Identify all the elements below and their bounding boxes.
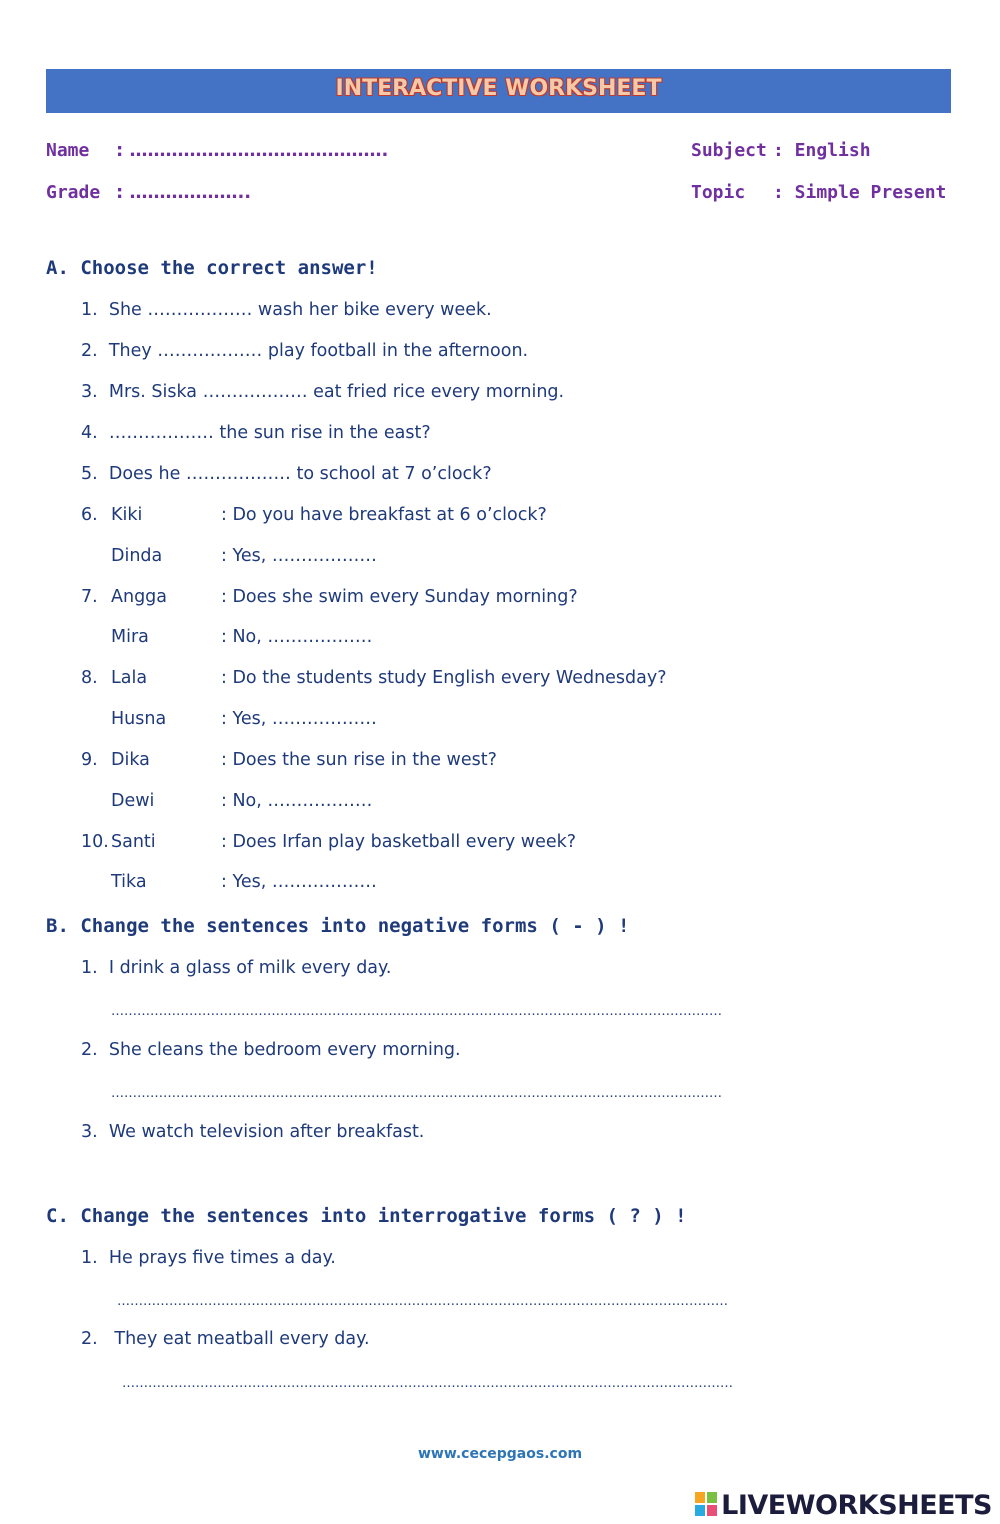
question-a3 bbox=[81, 382, 564, 402]
speaker-name: Santi bbox=[111, 832, 156, 852]
speaker-name: Angga bbox=[111, 587, 168, 607]
question-number: 1. bbox=[81, 1248, 98, 1268]
question-b1 bbox=[81, 958, 391, 978]
question-number: 3. bbox=[81, 1122, 98, 1142]
dialog-number: 9. bbox=[81, 750, 98, 770]
question-text: He prays five times a day. bbox=[108, 1248, 336, 1268]
section-a-title: A. Choose the correct answer! bbox=[46, 257, 378, 279]
responder-name: Mira bbox=[111, 627, 149, 647]
speaker-name: Dika bbox=[111, 750, 150, 770]
answer-line[interactable]: …………………………………………………………………………………………………………………………… bbox=[111, 1004, 722, 1019]
answer-line[interactable]: …………………………………………………………………………………………………………………………… bbox=[122, 1376, 733, 1391]
topic-label: Topic bbox=[691, 182, 746, 203]
dialog-number: 7. bbox=[81, 587, 98, 607]
footer-url[interactable]: www.cecepgaos.com bbox=[417, 1446, 583, 1462]
question-number: 2. bbox=[81, 1040, 98, 1060]
answer-line[interactable]: …………………………………………………………………………………………………………………………… bbox=[117, 1294, 728, 1309]
question-text: They eat meatball every day. bbox=[114, 1329, 370, 1349]
dialog-number: 6. bbox=[81, 505, 98, 525]
answer-blank[interactable]: : Yes, ……………… bbox=[221, 546, 377, 566]
section-c-title: C. Change the sentences into interrogative forms ( ? ) ! bbox=[46, 1205, 687, 1227]
speaker-line: : Does Irfan play basketball every week? bbox=[221, 832, 577, 852]
answer-blank[interactable]: : No, ……………… bbox=[221, 791, 373, 811]
question-a2 bbox=[81, 341, 528, 361]
question-number: 2. bbox=[81, 341, 98, 361]
responder-name: Dewi bbox=[111, 791, 155, 811]
question-number: 4. bbox=[81, 423, 98, 443]
question-text[interactable]: Mrs. Siska ……………… eat fried rice every morning. bbox=[108, 382, 565, 402]
subject-label: Subject bbox=[691, 140, 767, 161]
grade-field[interactable]: : ……………….. bbox=[116, 182, 252, 203]
topic-value: : Simple Present bbox=[773, 182, 947, 203]
question-c1 bbox=[81, 1248, 336, 1268]
speaker-line: : Does she swim every Sunday morning? bbox=[221, 587, 578, 607]
question-number: 3. bbox=[81, 382, 98, 402]
worksheet-banner bbox=[46, 69, 951, 113]
question-c2 bbox=[81, 1329, 370, 1349]
responder-name: Tika bbox=[111, 872, 147, 892]
speaker-line: : Does the sun rise in the west? bbox=[221, 750, 497, 770]
question-text[interactable]: Does he ……………… to school at 7 o’clock? bbox=[108, 464, 492, 484]
responder-name: Husna bbox=[111, 709, 167, 729]
question-number: 2. bbox=[81, 1329, 98, 1349]
question-text: I drink a glass of milk every day. bbox=[108, 958, 392, 978]
subject-value: : English bbox=[773, 140, 871, 161]
question-a5 bbox=[81, 464, 492, 484]
question-text[interactable]: She ……………… wash her bike every week. bbox=[108, 300, 492, 320]
dialog-number: 10. bbox=[81, 832, 109, 852]
answer-blank[interactable]: : Yes, ……………… bbox=[221, 709, 377, 729]
question-a4 bbox=[81, 423, 431, 443]
speaker-line: : Do you have breakfast at 6 o’clock? bbox=[221, 505, 547, 525]
speaker-line: : Do the students study English every Wednesday? bbox=[221, 668, 667, 688]
name-label: Name bbox=[46, 140, 90, 161]
worksheet-title: INTERACTIVE WORKSHEET bbox=[335, 76, 662, 101]
answer-line[interactable]: …………………………………………………………………………………………………………………………… bbox=[111, 1086, 722, 1101]
question-number: 5. bbox=[81, 464, 98, 484]
question-number: 1. bbox=[81, 958, 98, 978]
liveworksheets-logo[interactable] bbox=[694, 1490, 992, 1520]
question-b2 bbox=[81, 1040, 461, 1060]
question-b3 bbox=[81, 1122, 424, 1142]
answer-blank[interactable]: : Yes, ……………… bbox=[221, 872, 377, 892]
question-text[interactable]: They ……………… play football in the afternoon. bbox=[108, 341, 529, 361]
speaker-name: Lala bbox=[111, 668, 148, 688]
name-field[interactable]: : ……………………………………. bbox=[116, 140, 389, 161]
question-number: 1. bbox=[81, 300, 98, 320]
liveworksheets-icon bbox=[694, 1491, 718, 1517]
question-a1 bbox=[81, 300, 492, 320]
speaker-name: Kiki bbox=[111, 505, 143, 525]
section-b-title: B. Change the sentences into negative forms ( - ) ! bbox=[46, 915, 630, 937]
responder-name: Dinda bbox=[111, 546, 163, 566]
grade-label: Grade bbox=[46, 182, 101, 203]
answer-blank[interactable]: : No, ……………… bbox=[221, 627, 373, 647]
question-text: She cleans the bedroom every morning. bbox=[108, 1040, 461, 1060]
question-text: We watch television after breakfast. bbox=[108, 1122, 425, 1142]
dialog-number: 8. bbox=[81, 668, 98, 688]
question-text[interactable]: ……………… the sun rise in the east? bbox=[108, 423, 431, 443]
liveworksheets-brand: LIVEWORKSHEETS bbox=[721, 1490, 992, 1521]
